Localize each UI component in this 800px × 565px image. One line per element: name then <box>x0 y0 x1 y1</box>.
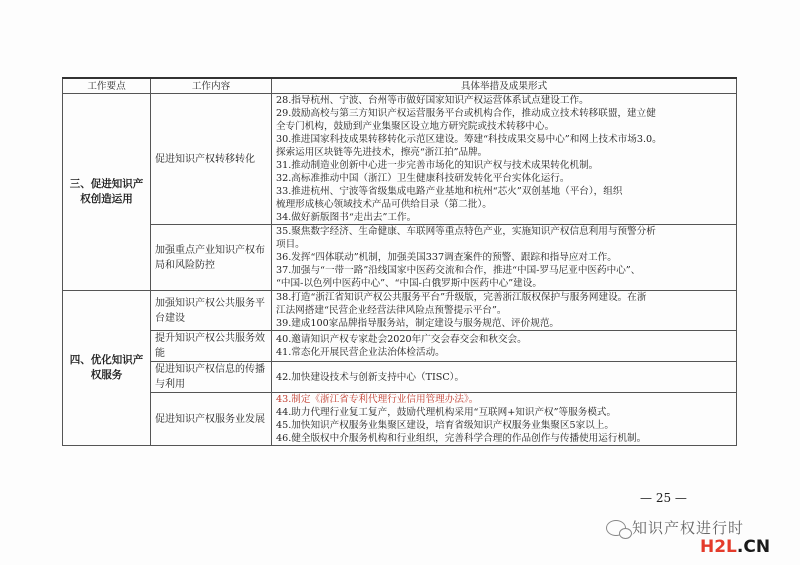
table-row <box>63 94 737 225</box>
measure-line: 43.制定《浙江省专利代理行业信用管理办法》。 <box>276 394 479 405</box>
work-content-cell: 促进知识产权转移转化 <box>151 94 272 225</box>
work-content-cell: 加强重点产业知识产权布局和风险防控 <box>151 225 272 291</box>
measure-line: 44.助力代理行业复工复产，鼓励代理机构采用“互联网+知识产权”等服务模式。 <box>276 407 617 418</box>
table-row <box>63 225 737 291</box>
measures-cell <box>272 393 737 446</box>
table-header-row <box>63 78 737 94</box>
table-row <box>63 362 737 393</box>
wechat-icon <box>606 520 626 536</box>
measure-line: 28.指导杭州、宁波、台州等市做好国家知识产权运营体系试点建设工作。 <box>276 95 589 106</box>
measure-line: 35.聚焦数字经济、生命健康、车联网等重点特色产业，实施知识产权信息利用与预警分析 <box>276 226 656 237</box>
work-plan-table <box>62 77 737 446</box>
work-content-cell: 加强知识产权公共服务平台建设 <box>151 291 272 331</box>
measure-line: 30.推进国家科技成果转移转化示范区建设。筹建“科技成果交易中心”和网上技术市场3.0。 <box>276 134 662 145</box>
measure-line: 33.推进杭州、宁波等省级集成电路产业基地和杭州“芯火”双创基地（平台），组织 <box>276 186 623 197</box>
wechat-watermark <box>606 517 744 538</box>
measure-line: 45.加快知识产权服务业集聚区建设，培育省级知识产权服务业集聚区5家以上。 <box>276 420 614 431</box>
measure-line: 46.健全版权中介服务机构和行业组织，完善科学合理的作品创作与传播使用运行机制。 <box>276 433 647 444</box>
table-row <box>63 291 737 331</box>
measure-line: 34.做好新版图书“走出去”工作。 <box>276 212 417 223</box>
measure-line: 36.发挥“四体联动”机制，加强美国337调查案件的预警、跟踪和指导应对工作。 <box>276 252 617 263</box>
measures-cell <box>272 331 737 362</box>
header-content: 工作内容 <box>151 78 272 94</box>
measure-line: 江法网搭建“民营企业经营法律风险点预警提示平台”。 <box>276 305 507 316</box>
measure-line: 梳理形成核心领域技术产品可供给目录（第二批）。 <box>276 199 492 210</box>
work-content-cell: 促进知识产权服务业发展 <box>151 393 272 446</box>
measures-cell <box>272 362 737 393</box>
work-area-cell: 三、促进知识产权创造运用 <box>63 94 151 291</box>
measure-line: 38.打造“浙江省知识产权公共服务平台”升级版，完善浙江版权保护与服务网建设。在浙 <box>276 292 647 303</box>
measure-line: 37.加强与“一带一路”沿线国家中医药交流和合作，推进“中国-罗马尼亚中医药中心”、 <box>276 265 641 276</box>
measure-line: “中国-以色列中医药中心”、“中国-白俄罗斯中医药中心”建设。 <box>276 278 542 289</box>
header-area: 工作要点 <box>63 78 151 94</box>
measures-cell <box>272 225 737 291</box>
measure-line: 29.鼓励高校与第三方知识产权运营服务平台或机构合作，推动成立技术转移联盟，建立健 <box>276 108 656 119</box>
header-measures: 具体举措及成果形式 <box>272 78 737 94</box>
measure-line: 39.建成100家品牌指导服务站，制定建设与服务规范、评价规范。 <box>276 318 560 329</box>
wechat-account-name: 知识产权进行时 <box>632 519 745 537</box>
measure-line: 32.高标准推动中国（浙江）卫生健康科技研发转化平台实体化运行。 <box>276 173 570 184</box>
work-content-cell: 提升知识产权公共服务效能 <box>151 331 272 362</box>
measures-cell <box>272 94 737 225</box>
measure-line: 探索运用区块链等先进技术，擦亮“浙江拍”品牌。 <box>276 147 488 158</box>
table-row <box>63 393 737 446</box>
table-body <box>63 94 737 446</box>
work-area-cell: 四、优化知识产权服务 <box>63 291 151 446</box>
measure-line: 31.推动制造业创新中心进一步完善市场化的知识产权与技术成果转化机制。 <box>276 160 599 171</box>
measure-line: 41.常态化开展民营企业法治体检活动。 <box>276 347 445 358</box>
measure-line: 42.加快建设技术与创新支持中心（TISC）。 <box>276 371 465 383</box>
page-number: — 25 — <box>640 491 687 505</box>
measure-line: 项目。 <box>276 239 305 250</box>
measure-line: 40.邀请知识产权专家赴会2020年广交会春交会和秋交会。 <box>276 334 527 345</box>
logo-suffix: .CN <box>736 537 771 557</box>
measure-line: 全专门机构，鼓励到产业集聚区设立地方研究院或技术转移中心。 <box>276 121 555 132</box>
work-content-cell: 促进知识产权信息的传播与利用 <box>151 362 272 393</box>
logo-main: H2L <box>700 537 737 557</box>
table-row <box>63 331 737 362</box>
measures-cell <box>272 291 737 331</box>
site-logo <box>700 537 770 557</box>
